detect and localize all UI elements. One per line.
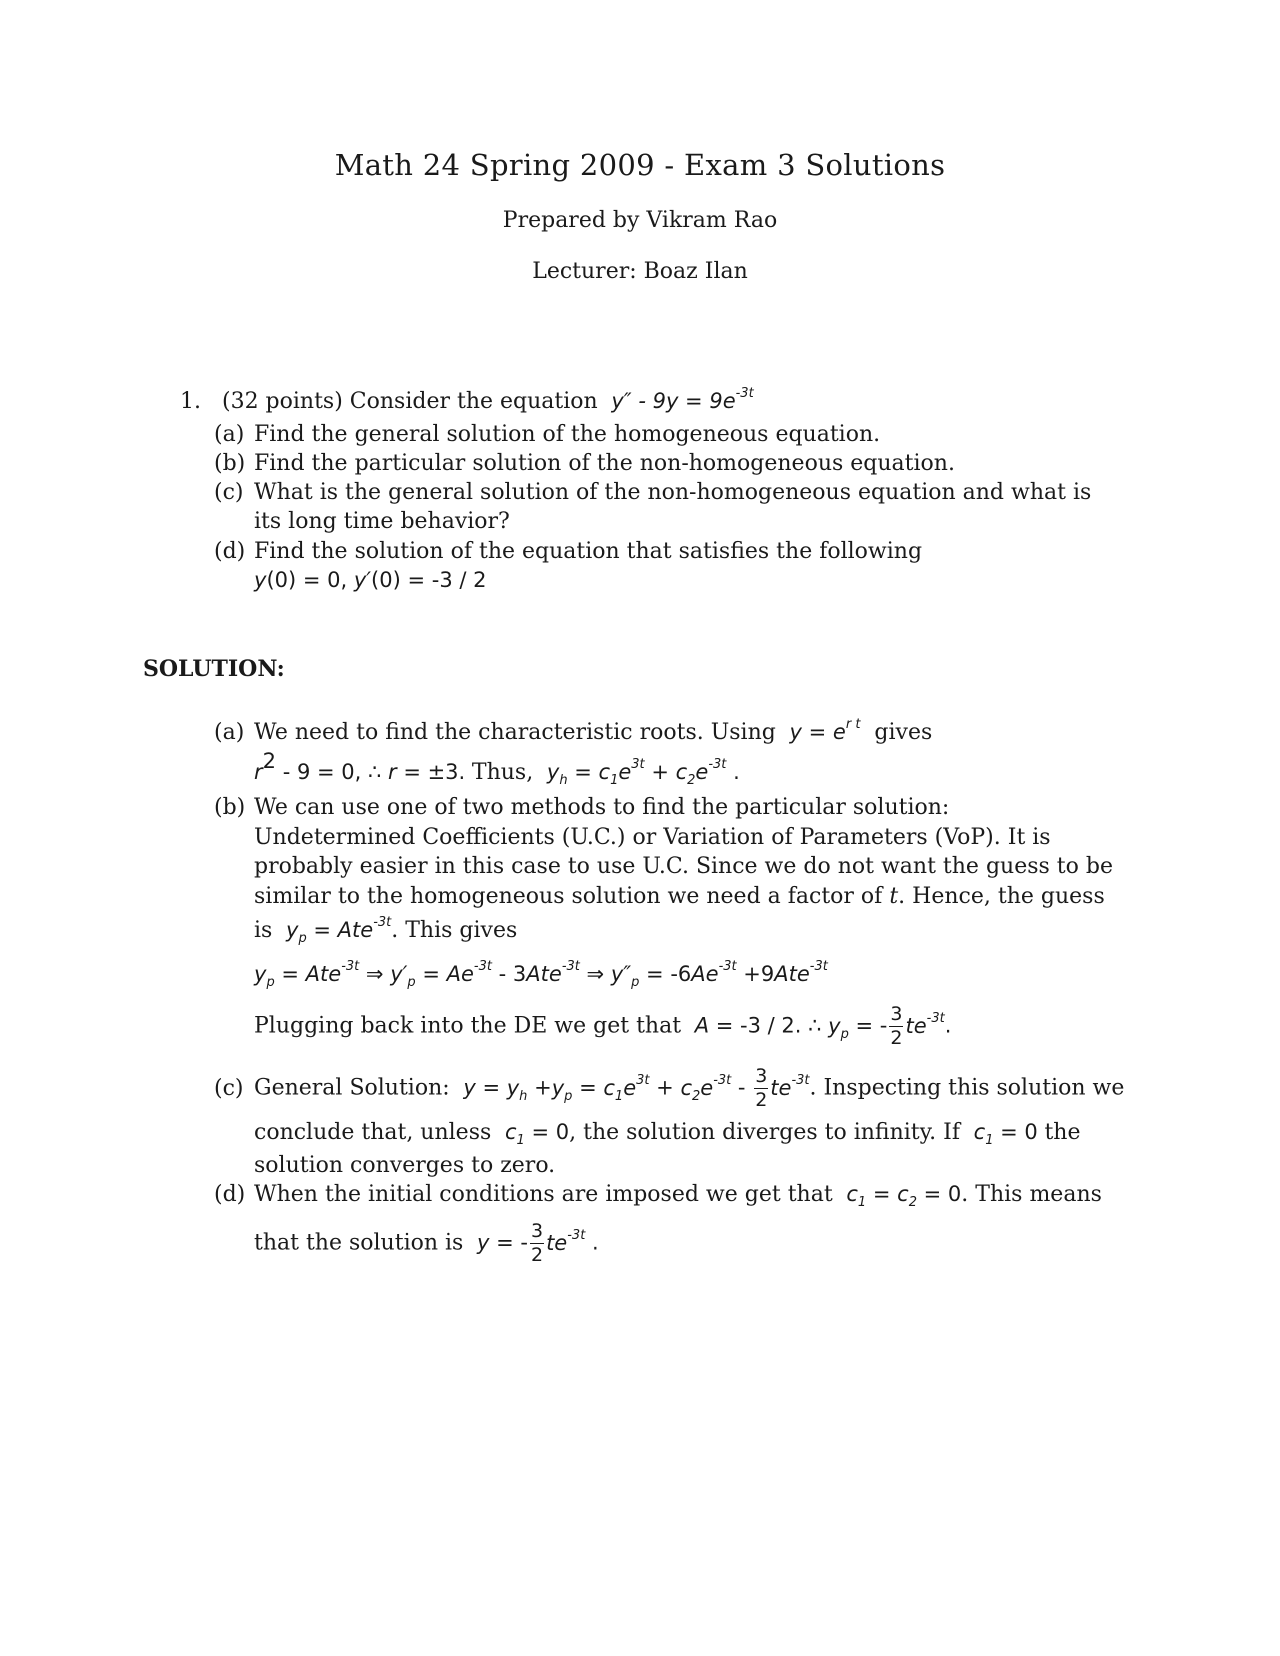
solution-text: When the initial conditions are imposed we get that: [254, 1182, 833, 1207]
part-text: Find the particular solution of the non-homogeneous equation.: [254, 451, 955, 476]
part-text: Find the general solution of the homogeneous equation.: [254, 422, 881, 447]
preparer-line: Prepared by Vikram Rao: [502, 208, 778, 233]
solution-text: Thus,: [471, 760, 534, 785]
solution-b-line3: probably easier in this case to use U.C. Since we do not want the guess to be: [254, 854, 1113, 879]
solution-text: . This means: [961, 1182, 1102, 1207]
part-tag: (c): [214, 480, 244, 505]
problem-part-c: [214, 480, 1091, 506]
solution-text: . Hence, the guess: [898, 884, 1105, 909]
part-tag: (d): [214, 539, 246, 564]
solution-text: . This gives: [391, 918, 518, 943]
part-text: What is the general solution of the non-homogeneous equation and what is: [254, 480, 1092, 505]
solution-text: t: [889, 884, 899, 909]
solution-text: conclude that, unless: [254, 1120, 492, 1145]
solution-text: . Inspecting this solution we: [809, 1075, 1125, 1101]
part-tag: (d): [214, 1182, 246, 1207]
solution-c-line2: conclude that, unless $c_1 = 0$, the solution diverges to infinity. If $c_1 = 0$ the: [254, 1120, 1081, 1149]
solution-text: gives: [874, 720, 933, 745]
solution-text: Plugging back into the DE we get that: [254, 1013, 682, 1039]
solution-text: is: [254, 918, 273, 943]
part-text: Find the solution of the equation that satisfies the following: [254, 539, 923, 564]
part-tag: (a): [214, 422, 245, 447]
solution-text: , the solution diverges to infinity. If: [569, 1120, 960, 1145]
solution-text: the: [1044, 1120, 1081, 1145]
solution-text: We need to find the characteristic roots. Using: [254, 720, 776, 745]
problem-part-c-continued: its long time behavior?: [254, 509, 510, 534]
problem-part-a: [214, 422, 880, 448]
solution-text: similar to the homogeneous solution we need a factor of: [254, 884, 883, 909]
problem-equation: $y'' - 9y = 9e^{-3t}$: [604, 386, 754, 413]
document-title: Math 24 Spring 2009 - Exam 3 Solutions: [334, 148, 946, 182]
lecturer-line: Lecturer: Boaz Ilan: [532, 259, 748, 284]
problem-part-b: [214, 451, 955, 477]
solution-text: We can use one of two methods to find the particular solution:: [254, 795, 950, 820]
solution-a-line1: (a) We need to find the characteristic roots. Using $y = e^{r t}$ gives: [214, 717, 933, 745]
solution-b-plugging: Plugging back into the DE we get that A = -3 / 2. ∴ $y_p$ = - $\frac{3}{2}$ $te^{-3t}$.: [254, 1003, 952, 1049]
solution-b-line1: [214, 795, 949, 821]
initial-conditions: y(0) = 0, y′(0) = -3 / 2: [254, 568, 487, 592]
problem-1-statement: [180, 386, 754, 415]
solution-b-line5: is $y_p = Ate^{-3t}$. This gives: [254, 915, 518, 947]
part-tag: (b): [214, 795, 246, 820]
solution-c-line1: (c) General Solution: $y = y_h +y_p = c_1e^{3t} + c_2e^{-3t}$ - $\frac{3}{2}$ $te^{-3t}$. Inspecting this solution we: [214, 1065, 1125, 1111]
solution-c-line3: solution converges to zero.: [254, 1153, 556, 1178]
solution-text: General Solution:: [254, 1075, 450, 1101]
problem-part-d: [214, 539, 922, 565]
solution-d-line1: (d) When the initial conditions are imposed we get that $c_1 = c_2 = 0$. This means: [214, 1182, 1102, 1211]
solution-d-line2: that the solution is y = - $\frac{3}{2}$ $te^{-3t}$ .: [254, 1220, 599, 1266]
problem-number: 1.: [180, 389, 201, 414]
solution-b-line4: [254, 884, 1105, 910]
part-tag: (a): [214, 720, 245, 745]
solution-b-line2: Undetermined Coefficients (U.C.) or Variation of Parameters (VoP). It is: [254, 825, 1051, 850]
part-tag: (b): [214, 451, 246, 476]
part-tag: (c): [214, 1075, 244, 1101]
solution-b-derivatives: $y_p = Ate^{-3t}$ ⇒ $y'_p = Ae^{-3t} - 3Ate^{-3t}$ ⇒ $y''_p = -6Ae^{-3t} +9Ate^{-3t}$: [254, 959, 828, 991]
solution-text: that the solution is: [254, 1230, 464, 1256]
solution-heading: SOLUTION:: [143, 656, 285, 682]
solution-a-line2: $r^2 - 9 = 0$, ∴ r = ±3. Thus, $y_h = c_1e^{3t} + c_2e^{-3t}$ .: [254, 748, 740, 789]
problem-intro: (32 points) Consider the equation: [221, 389, 598, 414]
